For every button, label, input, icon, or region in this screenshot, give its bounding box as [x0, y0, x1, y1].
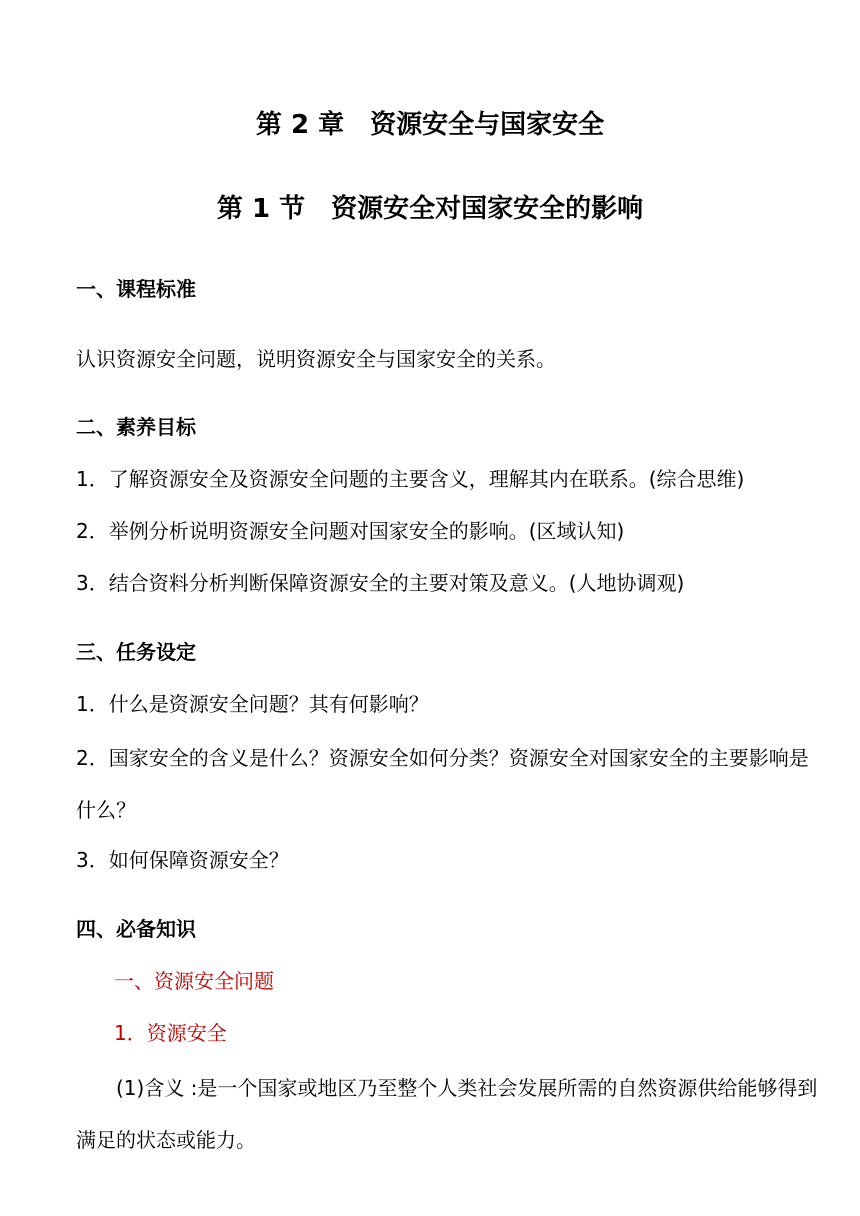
goal-item: 3．结合资料分析判断保障资源安全的主要对策及意义。(人地协调观)	[76, 571, 685, 595]
section-title: 第 1 节 资源安全对国家安全的影响	[216, 194, 644, 224]
heading-standards: 一、课程标准	[76, 277, 196, 301]
task-item: 3．如何保障资源安全？	[76, 848, 289, 872]
heading-knowledge: 四、必备知识	[76, 917, 196, 941]
heading-goals: 二、素养目标	[76, 415, 196, 439]
standards-text: 认识资源安全问题，说明资源安全与国家安全的关系。	[76, 347, 556, 371]
subheading-resource-security: 1．资源安全	[114, 1021, 227, 1045]
task-item: 1．什么是资源安全问题？其有何影响？	[76, 692, 429, 716]
heading-tasks: 三、任务设定	[76, 640, 196, 664]
task-item: 2．国家安全的含义是什么？资源安全如何分类？资源安全对国家安全的主要影响是什么？	[76, 746, 809, 822]
definition-paragraph: (1)含义 :是一个国家或地区乃至整个人类社会发展所需的自然资源供给能够得到满足的状态或能力。	[76, 1076, 818, 1152]
goal-item: 1．了解资源安全及资源安全问题的主要含义，理解其内在联系。(综合思维)	[76, 467, 745, 491]
goal-item: 2．举例分析说明资源安全问题对国家安全的影响。(区域认知)	[76, 519, 625, 543]
subheading-resource-security-issue: 一、资源安全问题	[114, 969, 274, 993]
chapter-title: 第 2 章 资源安全与国家安全	[255, 110, 605, 140]
